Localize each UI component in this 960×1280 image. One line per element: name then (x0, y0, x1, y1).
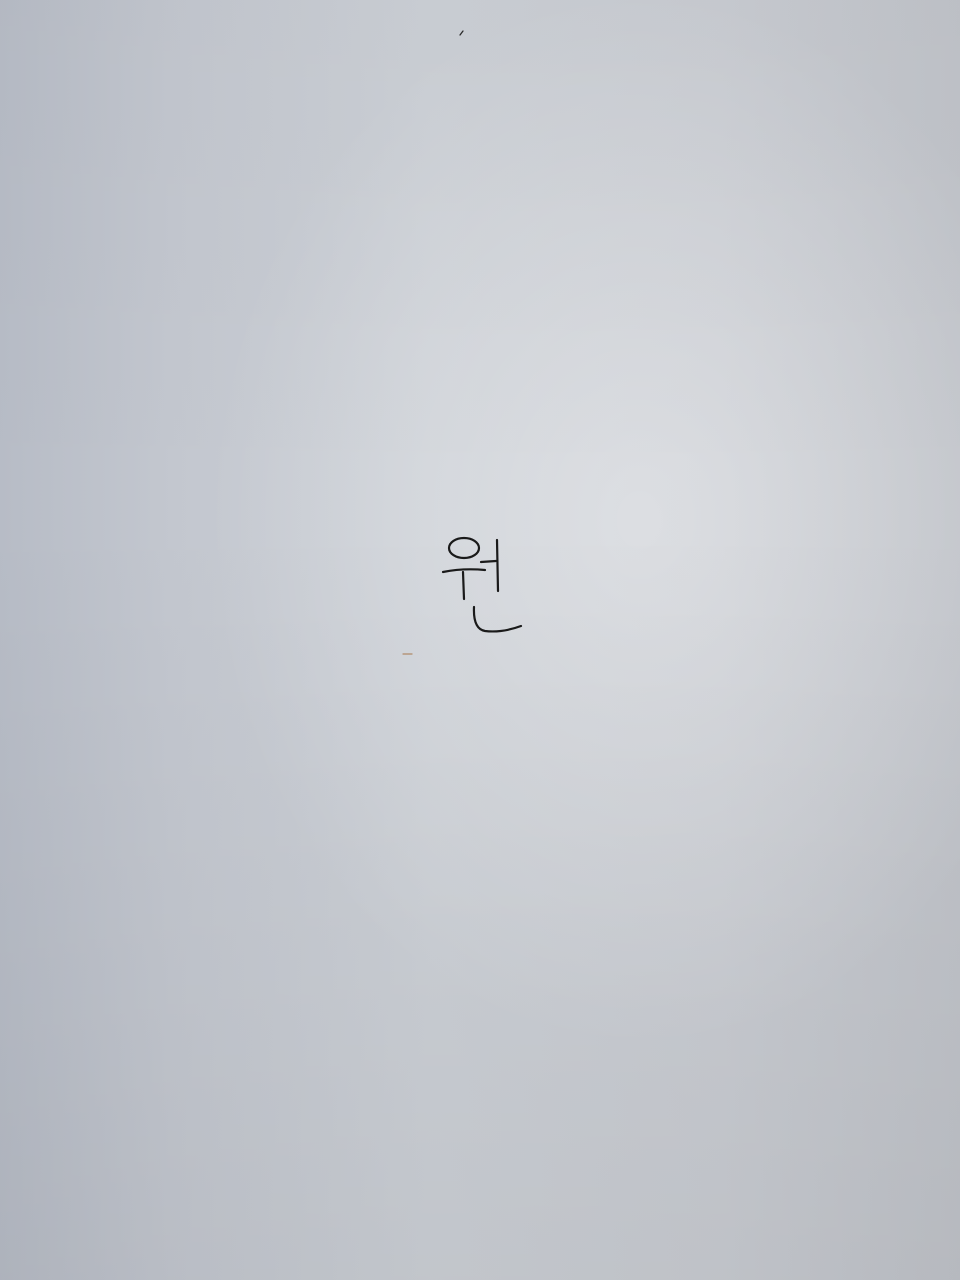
handwritten-glyph-drawing (430, 525, 540, 645)
handwritten-character (430, 525, 540, 645)
stray-ink-mark (458, 22, 466, 30)
stray-pencil-mark (402, 642, 414, 648)
